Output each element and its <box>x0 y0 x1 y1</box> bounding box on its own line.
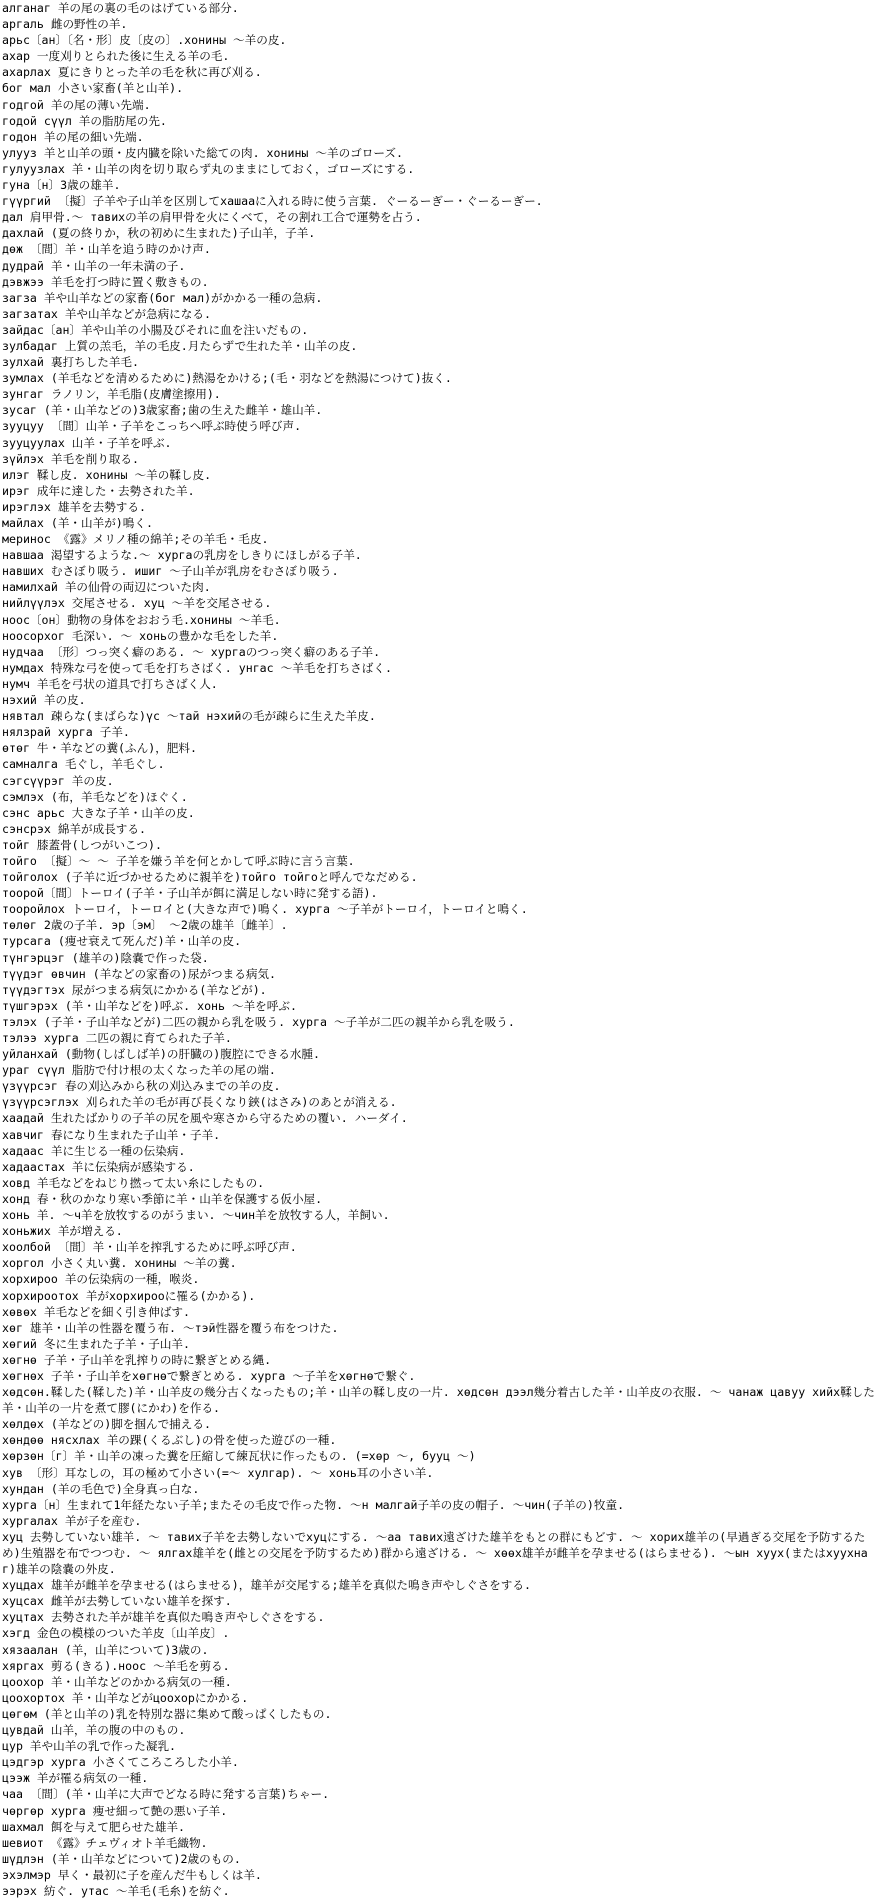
glossary-entry: тоорой〔間〕トーロイ(子羊・子山羊が餌に満足しない時に発する語). <box>2 886 378 901</box>
glossary-entry: шахмал 餌を与えて肥らせた雄羊. <box>2 1819 186 1834</box>
glossary-entry: хонд 春・秋のかなり寒い季節に羊・山羊を保護する仮小屋. <box>2 1191 323 1206</box>
glossary-entry: меринос 《露》メリノ種の綿羊;その羊毛・毛皮. <box>2 532 269 547</box>
glossary-entry: нумдах 特殊な弓を使って毛を打ちさばく. унгас ～羊毛を打ちさばく. <box>2 660 392 675</box>
glossary-entry: цур 羊や山羊の乳で作った凝乳. <box>2 1739 177 1754</box>
glossary-entry: хөндөө нясхлах 羊の踝(くるぶし)の骨を使った遊びの一種. <box>2 1433 337 1448</box>
glossary-entry: хундан (羊の毛色で)全身真っ白な. <box>2 1481 200 1496</box>
glossary-entry: илэг 鞣し皮. хонины ～羊の鞣し皮. <box>2 467 212 482</box>
glossary-entry: ахарлах 夏にきりとった羊の毛を秋に再び刈る. <box>2 65 262 80</box>
glossary-entry: түнгэрцэг (雄羊の)陰嚢で作った袋. <box>2 950 209 965</box>
glossary-entry: зайдас〔ан〕羊や山羊の小腸及びそれに血を注いだもの. <box>2 322 309 337</box>
glossary-entry: тойго 〔擬〕～ ～ 子羊を嫌う羊を何とかして呼ぶ時に言う言葉. <box>2 853 355 868</box>
glossary-entry: хадаастах 羊に伝染病が感染する. <box>2 1159 195 1174</box>
glossary-entry: дэвжээ 羊毛を打つ時に置く敷きもの. <box>2 274 209 289</box>
glossary-entry: хуц 去勢していない雄羊. ～ тавих子羊を去勢しないでхуцにする. ～аа тавих遠ざけた雄羊をもとの群にもどす. ～ хорих雄羊の(早過ぎる交尾を予防するため)生殖器を布でつつむ. ～ ялгах雄羊を(雌との交尾を予防するため)群から遠ざける. ～ хөөх雄羊が雌羊を孕ませる(はらませる). ～ын хууx(またはхууxнаг)雄羊の陰嚢の外皮. <box>2 1529 868 1577</box>
glossary-entry: нудчаа 〔形〕つっ突く癖のある. ～ хургаのつっ突く癖のある子羊. <box>2 644 381 659</box>
glossary-entry: түшгэрэх (羊・山羊などを)呼ぶ. хонь ～羊を呼ぶ. <box>2 998 297 1013</box>
glossary-entry: шүдлэн (羊・山羊などについて)2歳のもの. <box>2 1851 241 1866</box>
glossary-entry: майлах (羊・山羊が)鳴く. <box>2 516 153 530</box>
glossary-entry: түүдэгтэх 尿がつまる病気にかかる(羊などが). <box>2 982 267 997</box>
glossary-entry: хоолбой 〔間〕羊・山羊を搾乳するために呼ぶ呼び声. <box>2 1240 297 1255</box>
glossary-entry: хөгнө 子羊・子山羊を乳搾りの時に繋ぎとめる縄. <box>2 1352 272 1367</box>
glossary-entry: хөдсөн.鞣した(鞣した)羊・山羊皮の幾分古くなったもの;羊・山羊の鞣し皮の一片. хөдсөн дээл幾分着古した羊・山羊皮の衣服. ～ чанаж цавуу хийх鞣した羊・山羊の一片を煮て膠(にかわ)を作る. <box>2 1385 875 1416</box>
glossary-entry: зууцуу 〔間〕山羊・子羊をこっちへ呼ぶ時使う呼び声. <box>2 419 302 434</box>
glossary-entry: дахлай (夏の終りか，秋の初めに生まれた)子山羊，子羊. <box>2 226 316 241</box>
glossary-entry: ноосорхог 毛深い. ～ хоньの豊かな毛をした羊. <box>2 628 279 643</box>
glossary-entry: цоохор 羊・山羊などのかかる病気の一種. <box>2 1674 232 1689</box>
glossary-entry: хонь 羊. ～ч羊を放牧するのがうまい. ～чин羊を放牧する人，羊飼い. <box>2 1208 390 1223</box>
glossary-entry: зунгаг ラノリン，羊毛脂(皮膚塗擦用). <box>2 387 221 402</box>
glossary-entry: хадаас 羊に生じる一種の伝染病. <box>2 1143 186 1158</box>
glossary-entry: ураг сүүл 脂肪で付け根の太くなった羊の尾の端. <box>2 1063 276 1078</box>
glossary-entry: хурга〔н〕生まれて1年経たない子羊;またその毛皮で作った物. ～н малгай子羊の皮の帽子. ～чин(子羊の)牧童. <box>2 1497 625 1512</box>
glossary-entry: самналга 毛ぐし，羊毛ぐし. <box>2 757 165 772</box>
glossary-entry: түүдэг өвчин (羊などの家畜の)尿がつまる病気. <box>2 966 276 981</box>
glossary-entry: нийлүүлэх 交尾させる. хуц ～羊を交尾させる. <box>2 596 272 611</box>
glossary-entry: хоньжих 羊が増える. <box>2 1224 123 1239</box>
glossary-entry: хязаалан (羊，山羊について)3歳の. <box>2 1642 209 1657</box>
glossary-entry: хув 〔形〕耳なしの，耳の極めて小さい(=～ хулгар). ～ хонь耳の小さい羊. <box>2 1465 434 1480</box>
glossary-entry: төлөг 2歳の子羊. эр〔эм〕 ～2歳の雄羊〔雌羊〕. <box>2 918 288 933</box>
glossary-entry: дал 肩甲骨.～ тавихの羊の肩甲骨を火にくべて，その割れ工合で運勢を占う. <box>2 210 422 225</box>
glossary-entry: үзүүрсэглэх 刈られた羊の毛が再び長くなり鋏(はさみ)のあとが消える. <box>2 1095 397 1110</box>
glossary-entry: зумлах (羊毛などを清めるために)熱湯をかける;(毛・羽などを熱湯につけて)抜く. <box>2 371 452 386</box>
glossary-entry: ирэглэх 雄羊を去勢する. <box>2 499 146 514</box>
glossary-entry: хуцдах 雄羊が雌羊を孕ませる(はらませる)，雄羊が交尾する;雄羊を真似た鳴き声やしぐさをする. <box>2 1578 531 1593</box>
glossary-entry: хорхироотох 羊がхорхирооに罹る(かかる). <box>2 1288 256 1303</box>
glossary-entry: годон 羊の尾の細い先端. <box>2 129 144 144</box>
glossary-entry: хуцсах 雌羊が去勢していない雄羊を探す. <box>2 1594 232 1609</box>
glossary-entry: сэнсрэх 綿羊が成長する. <box>2 821 146 836</box>
glossary-entry: чаа 〔間〕(羊・山羊に大声でどなる時に発する言葉)ちゃー. <box>2 1787 330 1802</box>
glossary-entry: сэгсүүрэг 羊の皮. <box>2 773 114 788</box>
glossary-entry: турсага (痩せ衰えて死んだ)羊・山羊の皮. <box>2 934 242 949</box>
glossary-entry: навшаа 渇望するような.～ хургаの乳房をしきりにほしがる子羊. <box>2 548 362 563</box>
glossary-entry: цээж 羊が罹る病気の一種. <box>2 1771 149 1786</box>
glossary-entry: сэнс арьс 大きな子羊・山羊の皮. <box>2 805 195 820</box>
glossary-entry: хөлдөх (羊などの)脚を掴んで捕える. <box>2 1417 211 1432</box>
glossary-entry: зууцуулах 山羊・子羊を呼ぶ. <box>2 435 172 450</box>
glossary-entry: цөгөм (羊と山羊の)乳を特別な器に集めて酸っぱくしたもの. <box>2 1706 332 1721</box>
glossary-entry: хургалах 羊が子を産む. <box>2 1513 142 1528</box>
glossary-entry: намилхай 羊の仙骨の両辺についた肉. <box>2 580 211 595</box>
glossary-entry: хөгнөх 子羊・子山羊をхөгнөで繋ぎとめる. хурга ～子羊をхөгнөで繋ぐ. <box>2 1368 416 1383</box>
glossary-entry: хоргол 小さく丸い糞. хонины ～羊の糞. <box>2 1256 237 1271</box>
glossary-entry: улууз 羊と山羊の頭・皮内臓を除いた総ての肉. хонины ～羊のゴローズ. <box>2 145 403 160</box>
glossary-entry: зулбадаг 上質の羔毛，羊の毛皮.月たらずで生れた羊・山羊の皮. <box>2 338 358 353</box>
glossary-entry: хөг 雄羊・山羊の性器を覆う布. ～тэй性器を覆う布をつけた. <box>2 1320 339 1335</box>
glossary-entry: хавчиг 春になり生まれた子山羊・子羊. <box>2 1127 221 1142</box>
glossary-entry: нялзрай хурга 子羊. <box>2 725 130 740</box>
glossary-entry: нэхий 羊の皮. <box>2 693 86 708</box>
glossary-entry: тэлээ хурга 二匹の親に育てられた子羊. <box>2 1031 232 1045</box>
glossary-entry: хэгд 金色の模様のついた羊皮〔山羊皮〕. <box>2 1626 230 1641</box>
glossary-entry: цувдай 山羊，羊の腹の中のもの. <box>2 1723 186 1738</box>
glossary-entry: арьс〔ан〕〔名・形〕皮〔皮の〕.хонины ～羊の皮. <box>2 33 287 48</box>
glossary-entry: чөргөр хурга 痩せ細って艶の悪い子羊. <box>2 1803 228 1818</box>
glossary-entry: тойголох (子羊に近づかせるために親羊を)тойго тойгоと呼んでなだめる. <box>2 870 418 885</box>
glossary-entry: загзатах 羊や山羊などが急病になる. <box>2 306 211 321</box>
glossary-entry: ээрэх 紡ぐ. утас ～羊毛(毛糸)を紡ぐ. <box>2 1883 230 1898</box>
glossary-entry: шевиот 《露》チェヴィオト羊毛織物. <box>2 1835 208 1850</box>
glossary-entry: бог мал 小さい家畜(羊と山羊). <box>2 81 184 96</box>
glossary-entry: нявтал 疎らな(まばらな)үс ～тай нэхийの毛が疎らに生えた羊皮. <box>2 709 376 724</box>
glossary-entry: өтөг 牛・羊などの糞(ふん)，肥料. <box>2 741 197 756</box>
glossary-entry: загза 羊や山羊などの家畜(бог мал)がかかる一種の急病. <box>2 290 323 305</box>
glossary-entry: гулуузлах 羊・山羊の肉を切り取らず丸のままにしておく，ゴローズにする. <box>2 161 415 176</box>
glossary-entry: хөрзөн〔г〕羊・山羊の凍った糞を圧縮して練瓦状に作ったもの. (=хөр ～, бууц ～) <box>2 1449 476 1464</box>
glossary-entry: ховд 羊毛などをねじり撚って太い糸にしたもの. <box>2 1175 265 1190</box>
glossary-entry: навших むさぼり吸う. ишиг ～子山羊が乳房をむさぼり吸う. <box>2 564 339 579</box>
glossary-entry: цоохортох 羊・山羊などがцоохорにかかる. <box>2 1690 249 1705</box>
glossary-entry: аргаль 雌の野性の羊. <box>2 17 128 32</box>
glossary-entry: үзүүрсэг 春の刈込みから秋の刈込みまでの羊の皮. <box>2 1079 281 1094</box>
glossary-entry: ирэг 成年に達した・去勢された羊. <box>2 483 195 498</box>
glossary-entry: гуна〔н〕3歳の雄羊. <box>2 178 121 193</box>
glossary-entry: тооройлох トーロイ，トーロイと(大きな声で)鳴く. хурга ～子羊がトーロイ，トーロイと鳴く. <box>2 902 528 917</box>
glossary-entry: годгой 羊の尾の薄い先端. <box>2 97 151 112</box>
glossary-entry: ахар 一度刈りとられた後に生える羊の毛. <box>2 49 230 64</box>
glossary-entry: хяргах 剪る(きる).ноос ～羊毛を剪る. <box>2 1658 230 1673</box>
glossary-entry: хөгий 冬に生まれた子羊・子山羊. <box>2 1336 190 1351</box>
glossary-entry: тойг 膝蓋骨(しつがいこつ). <box>2 837 162 852</box>
glossary-entry: тэлэх (子羊・子山羊などが)二匹の親から乳を吸う. хурга ～子羊が二匹の親羊から乳を吸う. <box>2 1014 515 1029</box>
glossary-entry: зүйлэх 羊毛を削り取る. <box>2 451 139 466</box>
glossary-entry: хорхирoo 羊の伝染病の一種，喉炎. <box>2 1272 200 1287</box>
glossary-entry: зусаг (羊・山羊などの)3歳家畜;歯の生えた雌羊・雄山羊. <box>2 403 323 418</box>
glossary-entry: ноос〔он〕動物の身体をおおう毛.хонины ～羊毛. <box>2 612 281 627</box>
glossary-entry: уйланхай (動物(しばしば羊)の肝臓の)腹腔にできる水腫. <box>2 1047 321 1062</box>
glossary-entry: гүүргий 〔擬〕子羊や子山羊を区別してхашааに入れる時に使う言葉. ぐーるーぎー・ぐーるーぎー. <box>2 194 543 209</box>
glossary-entry: хуцтах 去勢された羊が雄羊を真似た鳴き声やしぐさをする. <box>2 1610 325 1625</box>
glossary-entry: годой сүүл 羊の脂肪尾の先. <box>2 113 167 128</box>
glossary-entry: алганаг 羊の尾の裏の毛のはげている部分. <box>2 1 239 15</box>
glossary-entry: хаадай 生れたばかりの子羊の尻を風や寒さから守るための覆い. ハーダイ. <box>2 1111 408 1126</box>
glossary-entry: дөж 〔間〕羊・山羊を追う時のかけ声. <box>2 242 211 257</box>
glossary-entry: эхэлмэр 早く・最初に子を産んだ牛もしくは羊. <box>2 1867 262 1882</box>
glossary-entry: нумч 羊毛を弓状の道具で打ちさばく人. <box>2 676 218 691</box>
glossary-entry: зулхай 裏打ちした羊毛. <box>2 355 139 370</box>
glossary-entry: цэдгэр хурга 小さくてころころした小羊. <box>2 1755 239 1770</box>
glossary-entry: хөвөх 羊毛などを細く引き伸ばす. <box>2 1304 190 1319</box>
glossary-entry: дудрай 羊・山羊の一年未満の子. <box>2 258 186 273</box>
glossary-entry: сэмлэх (布，羊毛などを)ほぐく. <box>2 789 188 804</box>
